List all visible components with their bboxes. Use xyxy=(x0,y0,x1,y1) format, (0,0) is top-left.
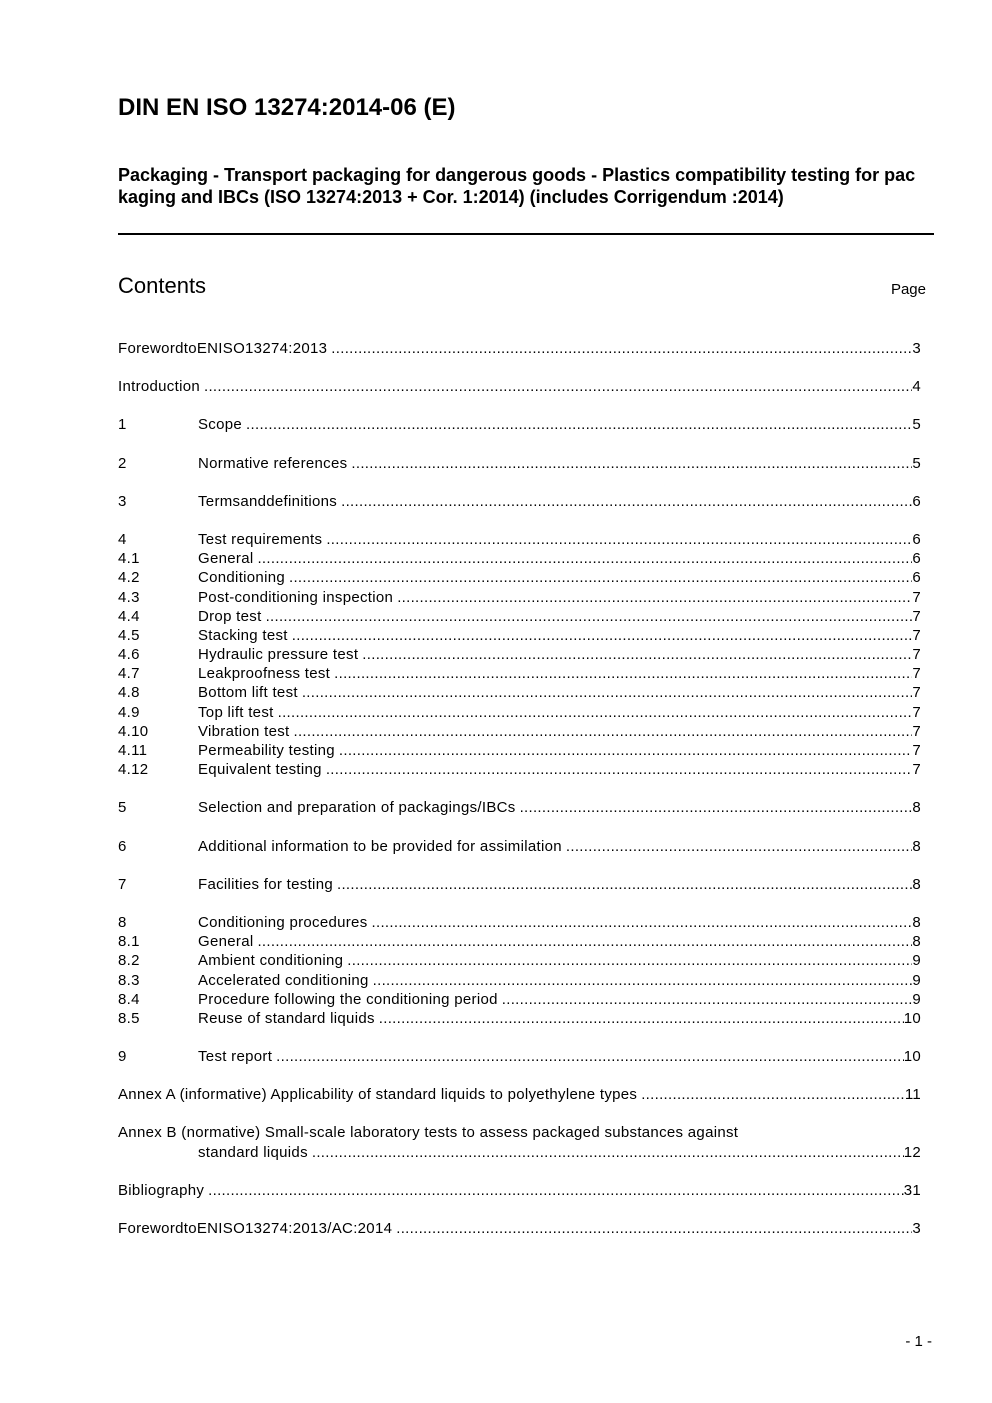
page-number: - 1 - xyxy=(905,1333,932,1350)
toc-entry-label: Conditioning xyxy=(198,569,285,587)
toc-entry-8-3[interactable] xyxy=(118,971,921,990)
toc-entry-label: Reuse of standard liquids xyxy=(198,1009,375,1027)
toc-entry-number: 4.3 xyxy=(118,588,140,606)
toc-entry-number: 1 xyxy=(118,416,127,434)
toc-entry-number: 4.5 xyxy=(118,626,140,644)
toc-entry-page: 6 xyxy=(912,530,921,548)
toc-entry-page: 9 xyxy=(912,971,921,989)
toc-entry-8[interactable] xyxy=(118,913,921,932)
toc-entry-8-5[interactable] xyxy=(118,1009,921,1028)
toc-entry-page: 3 xyxy=(912,340,921,357)
toc-entry-page: 7 xyxy=(912,588,921,606)
toc-entry-4-1[interactable] xyxy=(118,549,921,568)
contents-heading: Contents xyxy=(118,273,207,298)
toc-entry-label: Facilities for testing xyxy=(198,875,333,893)
dot-leader xyxy=(372,913,913,932)
toc-entry-7[interactable] xyxy=(118,875,921,894)
dot-leader xyxy=(292,626,913,645)
toc-entry-8-2[interactable] xyxy=(118,951,921,970)
toc-entry-label: Additional information to be provided for assimilation xyxy=(198,837,562,855)
toc-entry-page: 9 xyxy=(912,952,921,970)
toc-entry-number: 8.3 xyxy=(118,971,140,989)
dot-leader xyxy=(302,683,913,702)
toc-entry-number: 8.1 xyxy=(118,933,140,951)
toc-entry-page: 12 xyxy=(903,1143,921,1161)
toc-entry-annex-a[interactable] xyxy=(118,1085,921,1104)
toc-entry-label: ForewordtoENISO13274:2013/AC:2014 xyxy=(118,1220,393,1237)
dot-leader xyxy=(208,1181,904,1200)
toc-entry-bibliography[interactable] xyxy=(118,1181,921,1200)
dot-leader xyxy=(373,971,913,990)
toc-entry-label: Termsanddefinitions xyxy=(198,492,338,510)
toc-entry-page: 8 xyxy=(912,933,921,951)
toc-entry-label: Ambient conditioning xyxy=(198,952,344,970)
toc-entry-page: 8 xyxy=(912,875,921,893)
dot-leader xyxy=(566,837,912,856)
toc-entry-page: 8 xyxy=(912,799,921,817)
toc-entry-label: Permeability testing xyxy=(198,742,335,759)
toc-entry-page: 10 xyxy=(903,1048,921,1066)
toc-entry-number: 4.11 xyxy=(118,742,148,759)
toc-entry-4-12[interactable] xyxy=(118,760,921,779)
toc-entry-label: ForewordtoENISO13274:2013 xyxy=(118,340,328,357)
toc-entry-4-2[interactable] xyxy=(118,568,921,587)
toc-entry-page: 5 xyxy=(912,454,921,472)
dot-leader xyxy=(246,415,912,434)
toc-entry-number: 4.6 xyxy=(118,646,140,664)
dot-leader xyxy=(331,339,912,358)
dot-leader xyxy=(276,1047,904,1066)
toc-entry-page: 31 xyxy=(903,1181,921,1199)
toc-entry-label: Normative references xyxy=(198,454,348,472)
dot-leader xyxy=(266,607,913,626)
toc-entry-page: 7 xyxy=(912,684,921,702)
toc-entry-9[interactable] xyxy=(118,1047,921,1066)
toc-entry-page: 7 xyxy=(912,626,921,644)
dot-leader xyxy=(341,492,912,511)
toc-entry-number: 4.8 xyxy=(118,684,140,702)
toc-entry-label: Post-conditioning inspection xyxy=(198,588,394,606)
toc-entry-label: Annex B (normative) Small-scale laboratory tests to assess packaged substances against xyxy=(118,1124,739,1142)
toc-entry-page: 8 xyxy=(912,913,921,931)
toc-entry-number: 3 xyxy=(118,492,127,510)
dot-leader xyxy=(347,951,912,970)
toc-entry-page: 11 xyxy=(904,1086,921,1104)
table-of-contents xyxy=(118,339,921,1257)
page-column-label: Page xyxy=(890,281,926,298)
dot-leader xyxy=(351,454,912,473)
toc-entry-foreword[interactable] xyxy=(118,339,921,358)
toc-entry-page: 7 xyxy=(912,703,921,721)
toc-entry-label: Conditioning procedures xyxy=(198,913,368,931)
toc-entry-4[interactable] xyxy=(118,530,921,549)
toc-entry-number: 7 xyxy=(118,875,127,893)
title-divider xyxy=(118,233,934,235)
toc-entry-label: Top lift test xyxy=(198,703,274,721)
toc-entry-page: 6 xyxy=(912,569,921,587)
toc-entry-introduction[interactable] xyxy=(118,377,921,396)
toc-entry-number: 4.2 xyxy=(118,569,140,587)
dot-leader xyxy=(641,1085,905,1104)
toc-entry-number: 8.5 xyxy=(118,1009,140,1027)
dot-leader xyxy=(362,645,912,664)
toc-entry-label: Stacking test xyxy=(198,626,288,644)
toc-entry-4-6[interactable] xyxy=(118,645,921,664)
toc-entry-page: 7 xyxy=(912,742,921,759)
toc-entry-annex-b[interactable] xyxy=(118,1123,921,1161)
toc-entry-number: 4.9 xyxy=(118,703,140,721)
dot-leader xyxy=(326,530,912,549)
toc-entry-4-10[interactable] xyxy=(118,722,921,741)
toc-entry-2[interactable] xyxy=(118,454,921,473)
toc-entry-number: 4.12 xyxy=(118,761,149,779)
dot-leader xyxy=(293,722,912,741)
toc-entry-4-11[interactable] xyxy=(118,741,921,760)
document-id: DIN EN ISO 13274:2014-06 (E) xyxy=(118,94,456,121)
dot-leader xyxy=(379,1009,904,1028)
dot-leader xyxy=(257,549,912,568)
toc-entry-4-4[interactable] xyxy=(118,607,921,626)
toc-entry-label: Accelerated conditioning xyxy=(198,971,369,989)
toc-entry-number: 4.10 xyxy=(118,722,149,740)
toc-entry-label: Drop test xyxy=(198,607,262,625)
dot-leader xyxy=(278,703,913,722)
dot-leader xyxy=(337,875,912,894)
toc-entry-label: Bibliography xyxy=(118,1181,205,1199)
toc-entry-foreword-ac[interactable] xyxy=(118,1219,921,1238)
toc-entry-page: 7 xyxy=(912,646,921,664)
dot-leader xyxy=(502,990,913,1009)
toc-entry-number: 9 xyxy=(118,1048,127,1066)
toc-entry-page: 6 xyxy=(912,492,921,510)
toc-entry-4-3[interactable] xyxy=(118,588,921,607)
dot-leader xyxy=(312,1143,904,1162)
toc-entry-label: Bottom lift test xyxy=(198,684,298,702)
toc-entry-number: 2 xyxy=(118,454,127,472)
toc-entry-5[interactable] xyxy=(118,798,921,817)
dot-leader xyxy=(397,588,912,607)
toc-entry-4-8[interactable] xyxy=(118,683,921,702)
toc-entry-page: 7 xyxy=(912,761,921,779)
toc-entry-number: 4.1 xyxy=(118,550,140,568)
toc-entry-label-continued: standard liquids xyxy=(198,1143,308,1161)
toc-entry-label: Introduction xyxy=(118,378,200,396)
toc-entry-1[interactable] xyxy=(118,415,921,434)
toc-entry-label: General xyxy=(198,550,254,568)
dot-leader xyxy=(289,568,912,587)
toc-entry-number: 6 xyxy=(118,837,127,855)
toc-entry-page: 7 xyxy=(912,607,921,625)
toc-entry-3[interactable] xyxy=(118,492,921,511)
toc-entry-page: 4 xyxy=(912,378,921,396)
toc-entry-page: 9 xyxy=(912,990,921,1008)
toc-entry-4-7[interactable] xyxy=(118,664,921,683)
toc-entry-number: 8.2 xyxy=(118,952,140,970)
toc-entry-label: Equivalent testing xyxy=(198,761,322,779)
toc-entry-page: 7 xyxy=(912,665,921,683)
toc-entry-label: Hydraulic pressure test xyxy=(198,646,359,664)
toc-entry-4-5[interactable] xyxy=(118,626,921,645)
toc-entry-label: Leakproofness test xyxy=(198,665,331,683)
toc-entry-label: Procedure following the conditioning period xyxy=(198,990,498,1008)
toc-entry-8-1[interactable] xyxy=(118,932,921,951)
toc-entry-label: Vibration test xyxy=(198,722,290,740)
toc-entry-label: Scope xyxy=(198,416,243,434)
toc-entry-label: Test report xyxy=(198,1048,273,1066)
toc-entry-label: Selection and preparation of packagings/IBCs xyxy=(198,799,516,817)
toc-entry-page: 10 xyxy=(903,1009,921,1027)
dot-leader xyxy=(257,932,912,951)
toc-entry-4-9[interactable] xyxy=(118,703,921,722)
toc-entry-page: 6 xyxy=(912,550,921,568)
dot-leader xyxy=(396,1219,912,1238)
dot-leader xyxy=(339,741,912,760)
toc-entry-number: 8.4 xyxy=(118,990,140,1008)
toc-entry-number: 5 xyxy=(118,799,127,817)
toc-entry-8-4[interactable] xyxy=(118,990,921,1009)
toc-entry-page: 3 xyxy=(912,1220,921,1237)
toc-entry-label: Test requirements xyxy=(198,530,323,548)
dot-leader xyxy=(204,377,912,396)
toc-entry-label: General xyxy=(198,933,254,951)
document-title: Packaging - Transport packaging for dangerous goods - Plastics compatibility testing for packaging and IBCs (ISO 13274:2013 + Cor. 1:2014) (includes Corrigendum :2014) xyxy=(118,165,916,207)
toc-entry-number: 4.7 xyxy=(118,665,140,683)
toc-entry-page: 8 xyxy=(912,837,921,855)
dot-leader xyxy=(520,798,913,817)
toc-entry-6[interactable] xyxy=(118,837,921,856)
toc-entry-number: 4 xyxy=(118,530,127,548)
dot-leader xyxy=(326,760,913,779)
toc-entry-page: 7 xyxy=(912,722,921,740)
toc-entry-number: 8 xyxy=(118,913,127,931)
toc-entry-number: 4.4 xyxy=(118,607,140,625)
toc-entry-label: Annex A (informative) Applicability of standard liquids to polyethylene types xyxy=(118,1086,638,1104)
dot-leader xyxy=(334,664,912,683)
toc-entry-page: 5 xyxy=(912,416,921,434)
